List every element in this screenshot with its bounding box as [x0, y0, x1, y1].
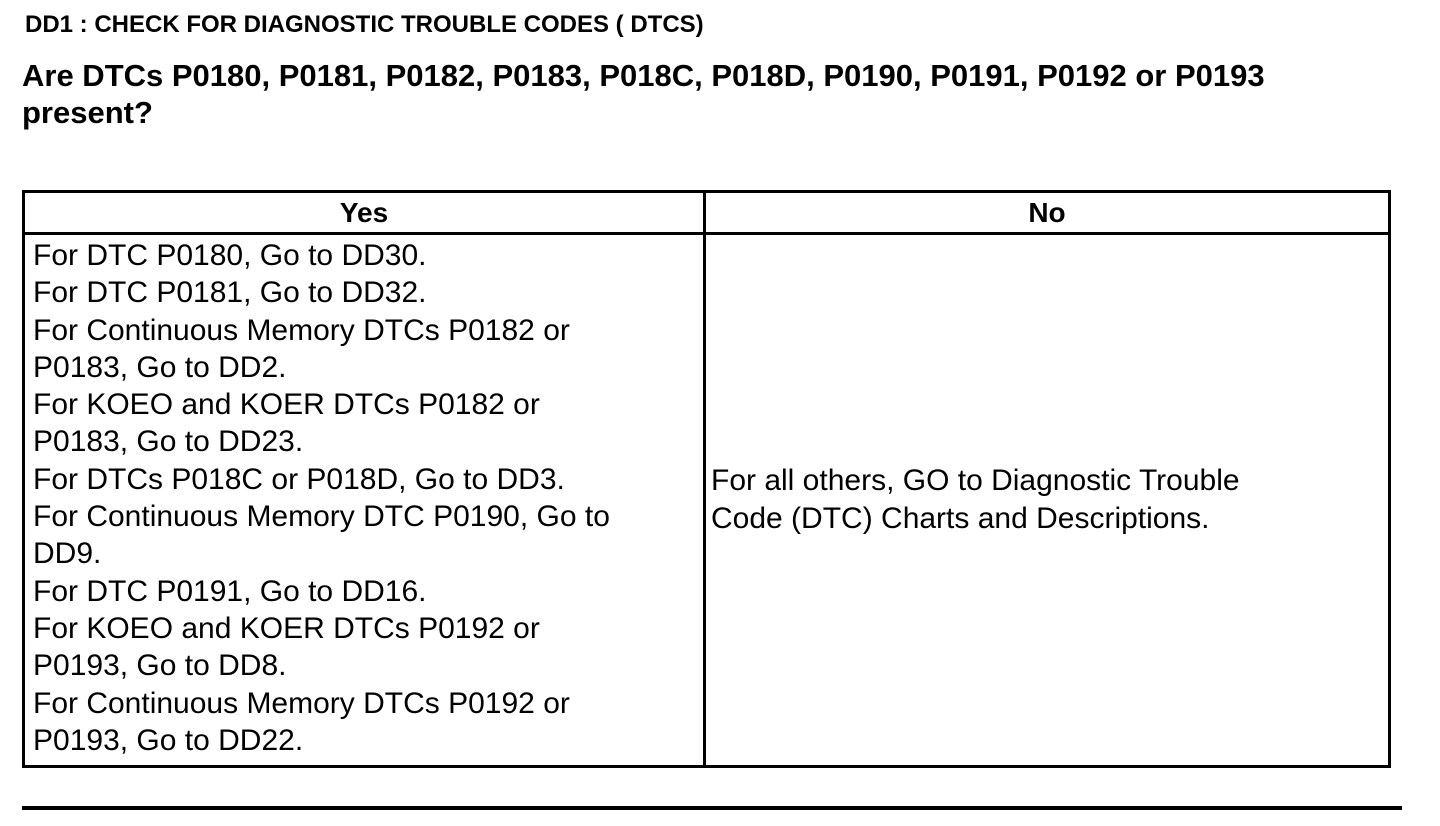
- yes-action-line: For KOEO and KOER DTCs P0192 or: [33, 611, 540, 645]
- step-question: Are DTCs P0180, P0181, P0182, P0183, P018C, P018D, P0190, P0191, P0192 or P0193 present?: [22, 58, 1265, 130]
- table-row: [24, 234, 1390, 767]
- no-action-line: For all others, GO to Diagnostic Trouble: [711, 464, 1240, 498]
- no-action-line: Code (DTC) Charts and Descriptions.: [711, 502, 1210, 536]
- yes-action-line: P0183, Go to DD23.: [33, 425, 304, 459]
- step-title: DD1 : CHECK FOR DIAGNOSTIC TROUBLE CODES ( DTCS): [25, 11, 704, 38]
- yes-action-line: P0193, Go to DD8.: [33, 649, 287, 683]
- yes-action-line: DD9.: [33, 537, 102, 571]
- footer-divider: [22, 806, 1402, 810]
- yes-actions-cell: [24, 234, 705, 767]
- yes-action-line: For KOEO and KOER DTCs P0182 or: [33, 388, 540, 422]
- yes-action-line: For DTC P0180, Go to DD30.: [33, 239, 427, 272]
- yes-action-line: P0193, Go to DD22.: [33, 723, 304, 757]
- yes-action-line: For Continuous Memory DTCs P0192 or: [33, 686, 570, 720]
- no-actions-cell: [705, 234, 1390, 767]
- yes-action-line: P0183, Go to DD2.: [33, 350, 287, 384]
- yes-action-line: For DTC P0181, Go to DD32.: [33, 276, 427, 310]
- yes-action-line: For Continuous Memory DTCs P0182 or: [33, 313, 570, 347]
- yes-no-result-table: [22, 190, 1391, 768]
- yes-column-header: Yes: [24, 192, 705, 234]
- table-header-row: [24, 192, 1390, 234]
- yes-action-line: For Continuous Memory DTC P0190, Go to: [33, 500, 610, 534]
- no-column-header: No: [705, 192, 1390, 234]
- yes-action-line: For DTCs P018C or P018D, Go to DD3.: [33, 462, 565, 496]
- yes-action-line: For DTC P0191, Go to DD16.: [33, 574, 427, 608]
